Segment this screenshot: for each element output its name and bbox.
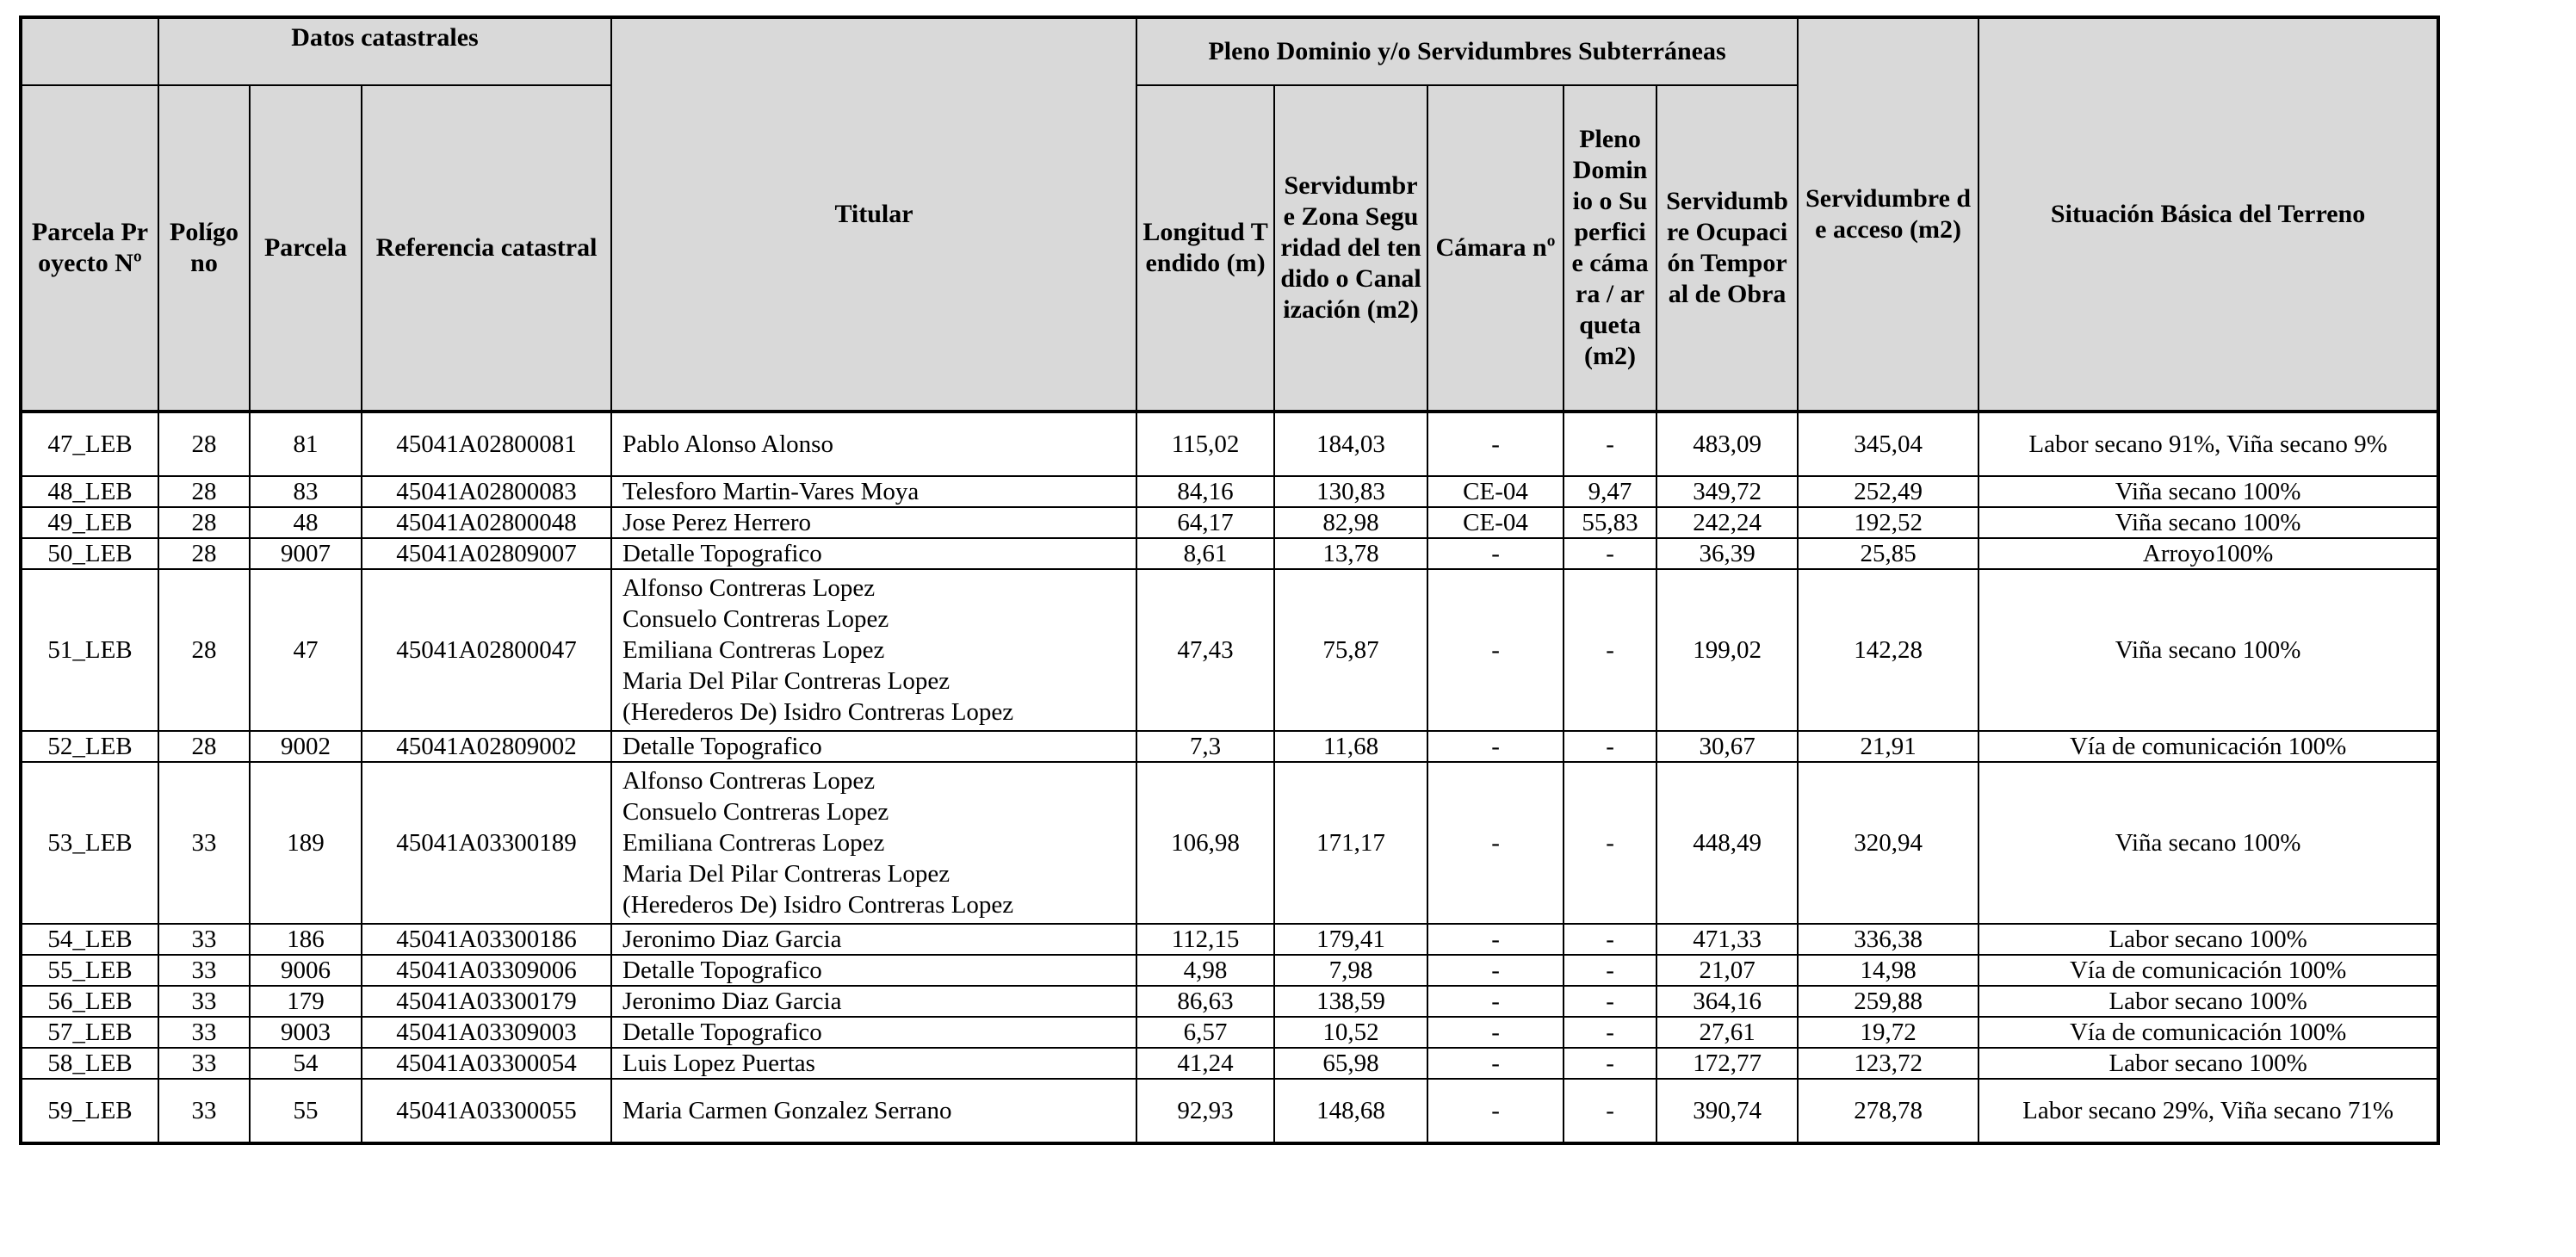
table-body <box>21 412 2438 1143</box>
cell-situacion: Viña secano 100% <box>1978 507 2438 538</box>
cell-pleno: - <box>1564 569 1656 731</box>
titular-name: Detalle Topografico <box>622 1019 822 1046</box>
cell-parcela-proyecto: 56_LEB <box>21 986 158 1017</box>
cell-parcela: 189 <box>250 762 362 924</box>
cell-poligono: 28 <box>158 731 250 762</box>
titular-name: Consuelo Contreras Lopez <box>622 605 889 633</box>
cell-longitud: 112,15 <box>1136 924 1274 955</box>
cell-parcela-proyecto: 54_LEB <box>21 924 158 955</box>
cell-referencia: 45041A02809007 <box>362 538 611 569</box>
cell-pleno: - <box>1564 1048 1656 1079</box>
cell-situacion: Vía de comunicación 100% <box>1978 955 2438 986</box>
cell-servidumbre-zona: 10,52 <box>1274 1017 1427 1048</box>
header-parcela-proyecto: Parcela Proyecto Nº <box>21 85 158 412</box>
cell-referencia: 45041A03300054 <box>362 1048 611 1079</box>
cell-camara: - <box>1427 538 1564 569</box>
cell-situacion: Labor secano 100% <box>1978 1048 2438 1079</box>
titular-name: Maria Carmen Gonzalez Serrano <box>622 1097 952 1124</box>
cell-acceso: 25,85 <box>1798 538 1978 569</box>
cell-camara: - <box>1427 1079 1564 1143</box>
cell-longitud: 106,98 <box>1136 762 1274 924</box>
cell-situacion: Labor secano 29%, Viña secano 71% <box>1978 1079 2438 1143</box>
cell-acceso: 252,49 <box>1798 476 1978 507</box>
cell-referencia: 45041A02800048 <box>362 507 611 538</box>
cell-longitud: 86,63 <box>1136 986 1274 1017</box>
table-row <box>21 507 2438 538</box>
cell-longitud: 64,17 <box>1136 507 1274 538</box>
titular-name: Maria Del Pilar Contreras Lopez <box>622 667 951 695</box>
titular-name: Maria Del Pilar Contreras Lopez <box>622 860 951 888</box>
table-row <box>21 569 2438 731</box>
cell-longitud: 4,98 <box>1136 955 1274 986</box>
cell-situacion: Labor secano 100% <box>1978 924 2438 955</box>
cell-poligono: 28 <box>158 569 250 731</box>
cell-poligono: 33 <box>158 955 250 986</box>
cell-referencia: 45041A02809002 <box>362 731 611 762</box>
cell-referencia: 45041A02800047 <box>362 569 611 731</box>
cell-camara: CE-04 <box>1427 476 1564 507</box>
table-row <box>21 731 2438 762</box>
cell-camara: - <box>1427 762 1564 924</box>
cell-servidumbre-zona: 130,83 <box>1274 476 1427 507</box>
cell-titular <box>611 1079 1136 1143</box>
cell-acceso: 14,98 <box>1798 955 1978 986</box>
cell-referencia: 45041A03300189 <box>362 762 611 924</box>
cell-acceso: 192,52 <box>1798 507 1978 538</box>
header-servidumbre-zona: Servidumbre Zona Seguridad del tendido o Canalización (m2) <box>1274 85 1427 412</box>
titular-name: Alfonso Contreras Lopez <box>622 767 876 795</box>
cell-pleno: 55,83 <box>1564 507 1656 538</box>
cell-poligono: 28 <box>158 476 250 507</box>
cell-camara: - <box>1427 1017 1564 1048</box>
cell-longitud: 47,43 <box>1136 569 1274 731</box>
header-empty-top-left <box>21 17 158 85</box>
titular-name: Jose Perez Herrero <box>622 509 812 536</box>
titular-name: Telesforo Martin-Vares Moya <box>622 478 920 505</box>
table-row <box>21 1048 2438 1079</box>
header-camara: Cámara nº <box>1427 85 1564 412</box>
cell-parcela: 55 <box>250 1079 362 1143</box>
cell-parcela-proyecto: 53_LEB <box>21 762 158 924</box>
cell-situacion: Arroyo100% <box>1978 538 2438 569</box>
cell-ocupacion: 390,74 <box>1656 1079 1798 1143</box>
cell-ocupacion: 242,24 <box>1656 507 1798 538</box>
cell-parcela: 47 <box>250 569 362 731</box>
cell-referencia: 45041A03309003 <box>362 1017 611 1048</box>
cell-longitud: 7,3 <box>1136 731 1274 762</box>
cell-poligono: 33 <box>158 924 250 955</box>
document-page <box>19 15 2437 1145</box>
cell-pleno: - <box>1564 731 1656 762</box>
cell-pleno: - <box>1564 924 1656 955</box>
cell-acceso: 21,91 <box>1798 731 1978 762</box>
cell-ocupacion: 30,67 <box>1656 731 1798 762</box>
cell-servidumbre-zona: 75,87 <box>1274 569 1427 731</box>
cell-parcela-proyecto: 52_LEB <box>21 731 158 762</box>
table-row <box>21 924 2438 955</box>
cell-longitud: 92,93 <box>1136 1079 1274 1143</box>
cell-situacion: Viña secano 100% <box>1978 476 2438 507</box>
header-titular: Titular <box>611 17 1136 412</box>
cell-parcela-proyecto: 50_LEB <box>21 538 158 569</box>
cell-acceso: 336,38 <box>1798 924 1978 955</box>
cell-servidumbre-zona: 13,78 <box>1274 538 1427 569</box>
header-ocupacion: Servidumbre Ocupación Temporal de Obra <box>1656 85 1798 412</box>
cell-poligono: 33 <box>158 1079 250 1143</box>
parcel-table <box>19 15 2440 1145</box>
cell-parcela-proyecto: 51_LEB <box>21 569 158 731</box>
cell-pleno: - <box>1564 1017 1656 1048</box>
cell-referencia: 45041A03300055 <box>362 1079 611 1143</box>
cell-camara: - <box>1427 412 1564 476</box>
cell-referencia: 45041A03300186 <box>362 924 611 955</box>
titular-name: (Herederos De) Isidro Contreras Lopez <box>622 891 1014 919</box>
cell-acceso: 278,78 <box>1798 1079 1978 1143</box>
table-row <box>21 986 2438 1017</box>
cell-titular <box>611 1017 1136 1048</box>
cell-poligono: 33 <box>158 1048 250 1079</box>
cell-parcela-proyecto: 48_LEB <box>21 476 158 507</box>
cell-camara: - <box>1427 731 1564 762</box>
titular-name: Detalle Topografico <box>622 540 822 567</box>
cell-titular <box>611 731 1136 762</box>
cell-camara: - <box>1427 986 1564 1017</box>
table-row <box>21 1017 2438 1048</box>
titular-name: Detalle Topografico <box>622 957 822 984</box>
cell-titular <box>611 569 1136 731</box>
header-referencia: Referencia catastral <box>362 85 611 412</box>
titular-name: Jeronimo Diaz Garcia <box>622 926 842 953</box>
cell-ocupacion: 471,33 <box>1656 924 1798 955</box>
cell-parcela-proyecto: 47_LEB <box>21 412 158 476</box>
cell-situacion: Viña secano 100% <box>1978 762 2438 924</box>
table-row <box>21 476 2438 507</box>
cell-parcela-proyecto: 55_LEB <box>21 955 158 986</box>
cell-poligono: 28 <box>158 538 250 569</box>
cell-titular <box>611 924 1136 955</box>
cell-parcela: 9006 <box>250 955 362 986</box>
cell-parcela: 9002 <box>250 731 362 762</box>
cell-parcela: 186 <box>250 924 362 955</box>
cell-titular <box>611 955 1136 986</box>
cell-parcela-proyecto: 58_LEB <box>21 1048 158 1079</box>
cell-servidumbre-zona: 82,98 <box>1274 507 1427 538</box>
cell-parcela-proyecto: 59_LEB <box>21 1079 158 1143</box>
table-row <box>21 762 2438 924</box>
cell-servidumbre-zona: 11,68 <box>1274 731 1427 762</box>
header-servidumbre-acceso: Servidumbre de acceso (m2) <box>1798 17 1978 412</box>
cell-ocupacion: 349,72 <box>1656 476 1798 507</box>
cell-poligono: 28 <box>158 412 250 476</box>
cell-longitud: 8,61 <box>1136 538 1274 569</box>
cell-parcela-proyecto: 57_LEB <box>21 1017 158 1048</box>
cell-situacion: Labor secano 91%, Viña secano 9% <box>1978 412 2438 476</box>
cell-situacion: Labor secano 100% <box>1978 986 2438 1017</box>
cell-longitud: 115,02 <box>1136 412 1274 476</box>
table-row <box>21 412 2438 476</box>
cell-camara: - <box>1427 955 1564 986</box>
cell-ocupacion: 364,16 <box>1656 986 1798 1017</box>
cell-parcela-proyecto: 49_LEB <box>21 507 158 538</box>
cell-servidumbre-zona: 148,68 <box>1274 1079 1427 1143</box>
header-datos-catastrales: Datos catastrales <box>158 17 611 85</box>
table-row <box>21 538 2438 569</box>
cell-poligono: 33 <box>158 1017 250 1048</box>
cell-ocupacion: 483,09 <box>1656 412 1798 476</box>
cell-pleno: 9,47 <box>1564 476 1656 507</box>
cell-titular <box>611 986 1136 1017</box>
cell-parcela: 83 <box>250 476 362 507</box>
table-row <box>21 1079 2438 1143</box>
cell-camara: - <box>1427 924 1564 955</box>
cell-situacion: Vía de comunicación 100% <box>1978 731 2438 762</box>
titular-name: Alfonso Contreras Lopez <box>622 574 876 602</box>
titular-name: Pablo Alonso Alonso <box>622 430 833 458</box>
cell-parcela: 48 <box>250 507 362 538</box>
cell-servidumbre-zona: 65,98 <box>1274 1048 1427 1079</box>
cell-poligono: 33 <box>158 762 250 924</box>
cell-titular <box>611 412 1136 476</box>
titular-name: Consuelo Contreras Lopez <box>622 798 889 826</box>
cell-referencia: 45041A02800081 <box>362 412 611 476</box>
titular-name: Emiliana Contreras Lopez <box>622 636 885 664</box>
cell-pleno: - <box>1564 955 1656 986</box>
cell-servidumbre-zona: 138,59 <box>1274 986 1427 1017</box>
cell-longitud: 6,57 <box>1136 1017 1274 1048</box>
header-pleno-superficie: Pleno Dominio o Superficie cámara / arqueta (m2) <box>1564 85 1656 412</box>
cell-parcela: 54 <box>250 1048 362 1079</box>
cell-parcela: 179 <box>250 986 362 1017</box>
titular-name: (Herederos De) Isidro Contreras Lopez <box>622 698 1014 726</box>
cell-longitud: 41,24 <box>1136 1048 1274 1079</box>
cell-acceso: 345,04 <box>1798 412 1978 476</box>
cell-pleno: - <box>1564 538 1656 569</box>
cell-parcela: 9003 <box>250 1017 362 1048</box>
cell-pleno: - <box>1564 412 1656 476</box>
cell-camara: - <box>1427 569 1564 731</box>
cell-pleno: - <box>1564 762 1656 924</box>
titular-name: Luis Lopez Puertas <box>622 1050 815 1077</box>
cell-parcela: 9007 <box>250 538 362 569</box>
cell-referencia: 45041A03300179 <box>362 986 611 1017</box>
titular-name: Jeronimo Diaz Garcia <box>622 988 842 1015</box>
titular-name: Detalle Topografico <box>622 733 822 760</box>
cell-poligono: 28 <box>158 507 250 538</box>
cell-referencia: 45041A03309006 <box>362 955 611 986</box>
header-situacion: Situación Básica del Terreno <box>1978 17 2438 412</box>
cell-pleno: - <box>1564 986 1656 1017</box>
titular-name: Emiliana Contreras Lopez <box>622 829 885 857</box>
cell-camara: CE-04 <box>1427 507 1564 538</box>
cell-ocupacion: 199,02 <box>1656 569 1798 731</box>
cell-poligono: 33 <box>158 986 250 1017</box>
cell-situacion: Vía de comunicación 100% <box>1978 1017 2438 1048</box>
cell-titular <box>611 507 1136 538</box>
cell-servidumbre-zona: 179,41 <box>1274 924 1427 955</box>
cell-ocupacion: 172,77 <box>1656 1048 1798 1079</box>
cell-longitud: 84,16 <box>1136 476 1274 507</box>
cell-acceso: 259,88 <box>1798 986 1978 1017</box>
cell-situacion: Viña secano 100% <box>1978 569 2438 731</box>
cell-ocupacion: 36,39 <box>1656 538 1798 569</box>
table-row <box>21 955 2438 986</box>
cell-camara: - <box>1427 1048 1564 1079</box>
cell-titular <box>611 1048 1136 1079</box>
cell-acceso: 142,28 <box>1798 569 1978 731</box>
cell-servidumbre-zona: 184,03 <box>1274 412 1427 476</box>
cell-servidumbre-zona: 171,17 <box>1274 762 1427 924</box>
cell-ocupacion: 21,07 <box>1656 955 1798 986</box>
cell-acceso: 320,94 <box>1798 762 1978 924</box>
cell-titular <box>611 538 1136 569</box>
cell-titular <box>611 762 1136 924</box>
cell-referencia: 45041A02800083 <box>362 476 611 507</box>
header-pleno-dominio: Pleno Dominio y/o Servidumbres Subterráneas <box>1136 17 1798 85</box>
cell-servidumbre-zona: 7,98 <box>1274 955 1427 986</box>
cell-pleno: - <box>1564 1079 1656 1143</box>
cell-ocupacion: 448,49 <box>1656 762 1798 924</box>
cell-acceso: 123,72 <box>1798 1048 1978 1079</box>
header-longitud: Longitud Tendido (m) <box>1136 85 1274 412</box>
header-parcela: Parcela <box>250 85 362 412</box>
header-poligono: Polígono <box>158 85 250 412</box>
cell-titular <box>611 476 1136 507</box>
cell-parcela: 81 <box>250 412 362 476</box>
cell-ocupacion: 27,61 <box>1656 1017 1798 1048</box>
cell-acceso: 19,72 <box>1798 1017 1978 1048</box>
